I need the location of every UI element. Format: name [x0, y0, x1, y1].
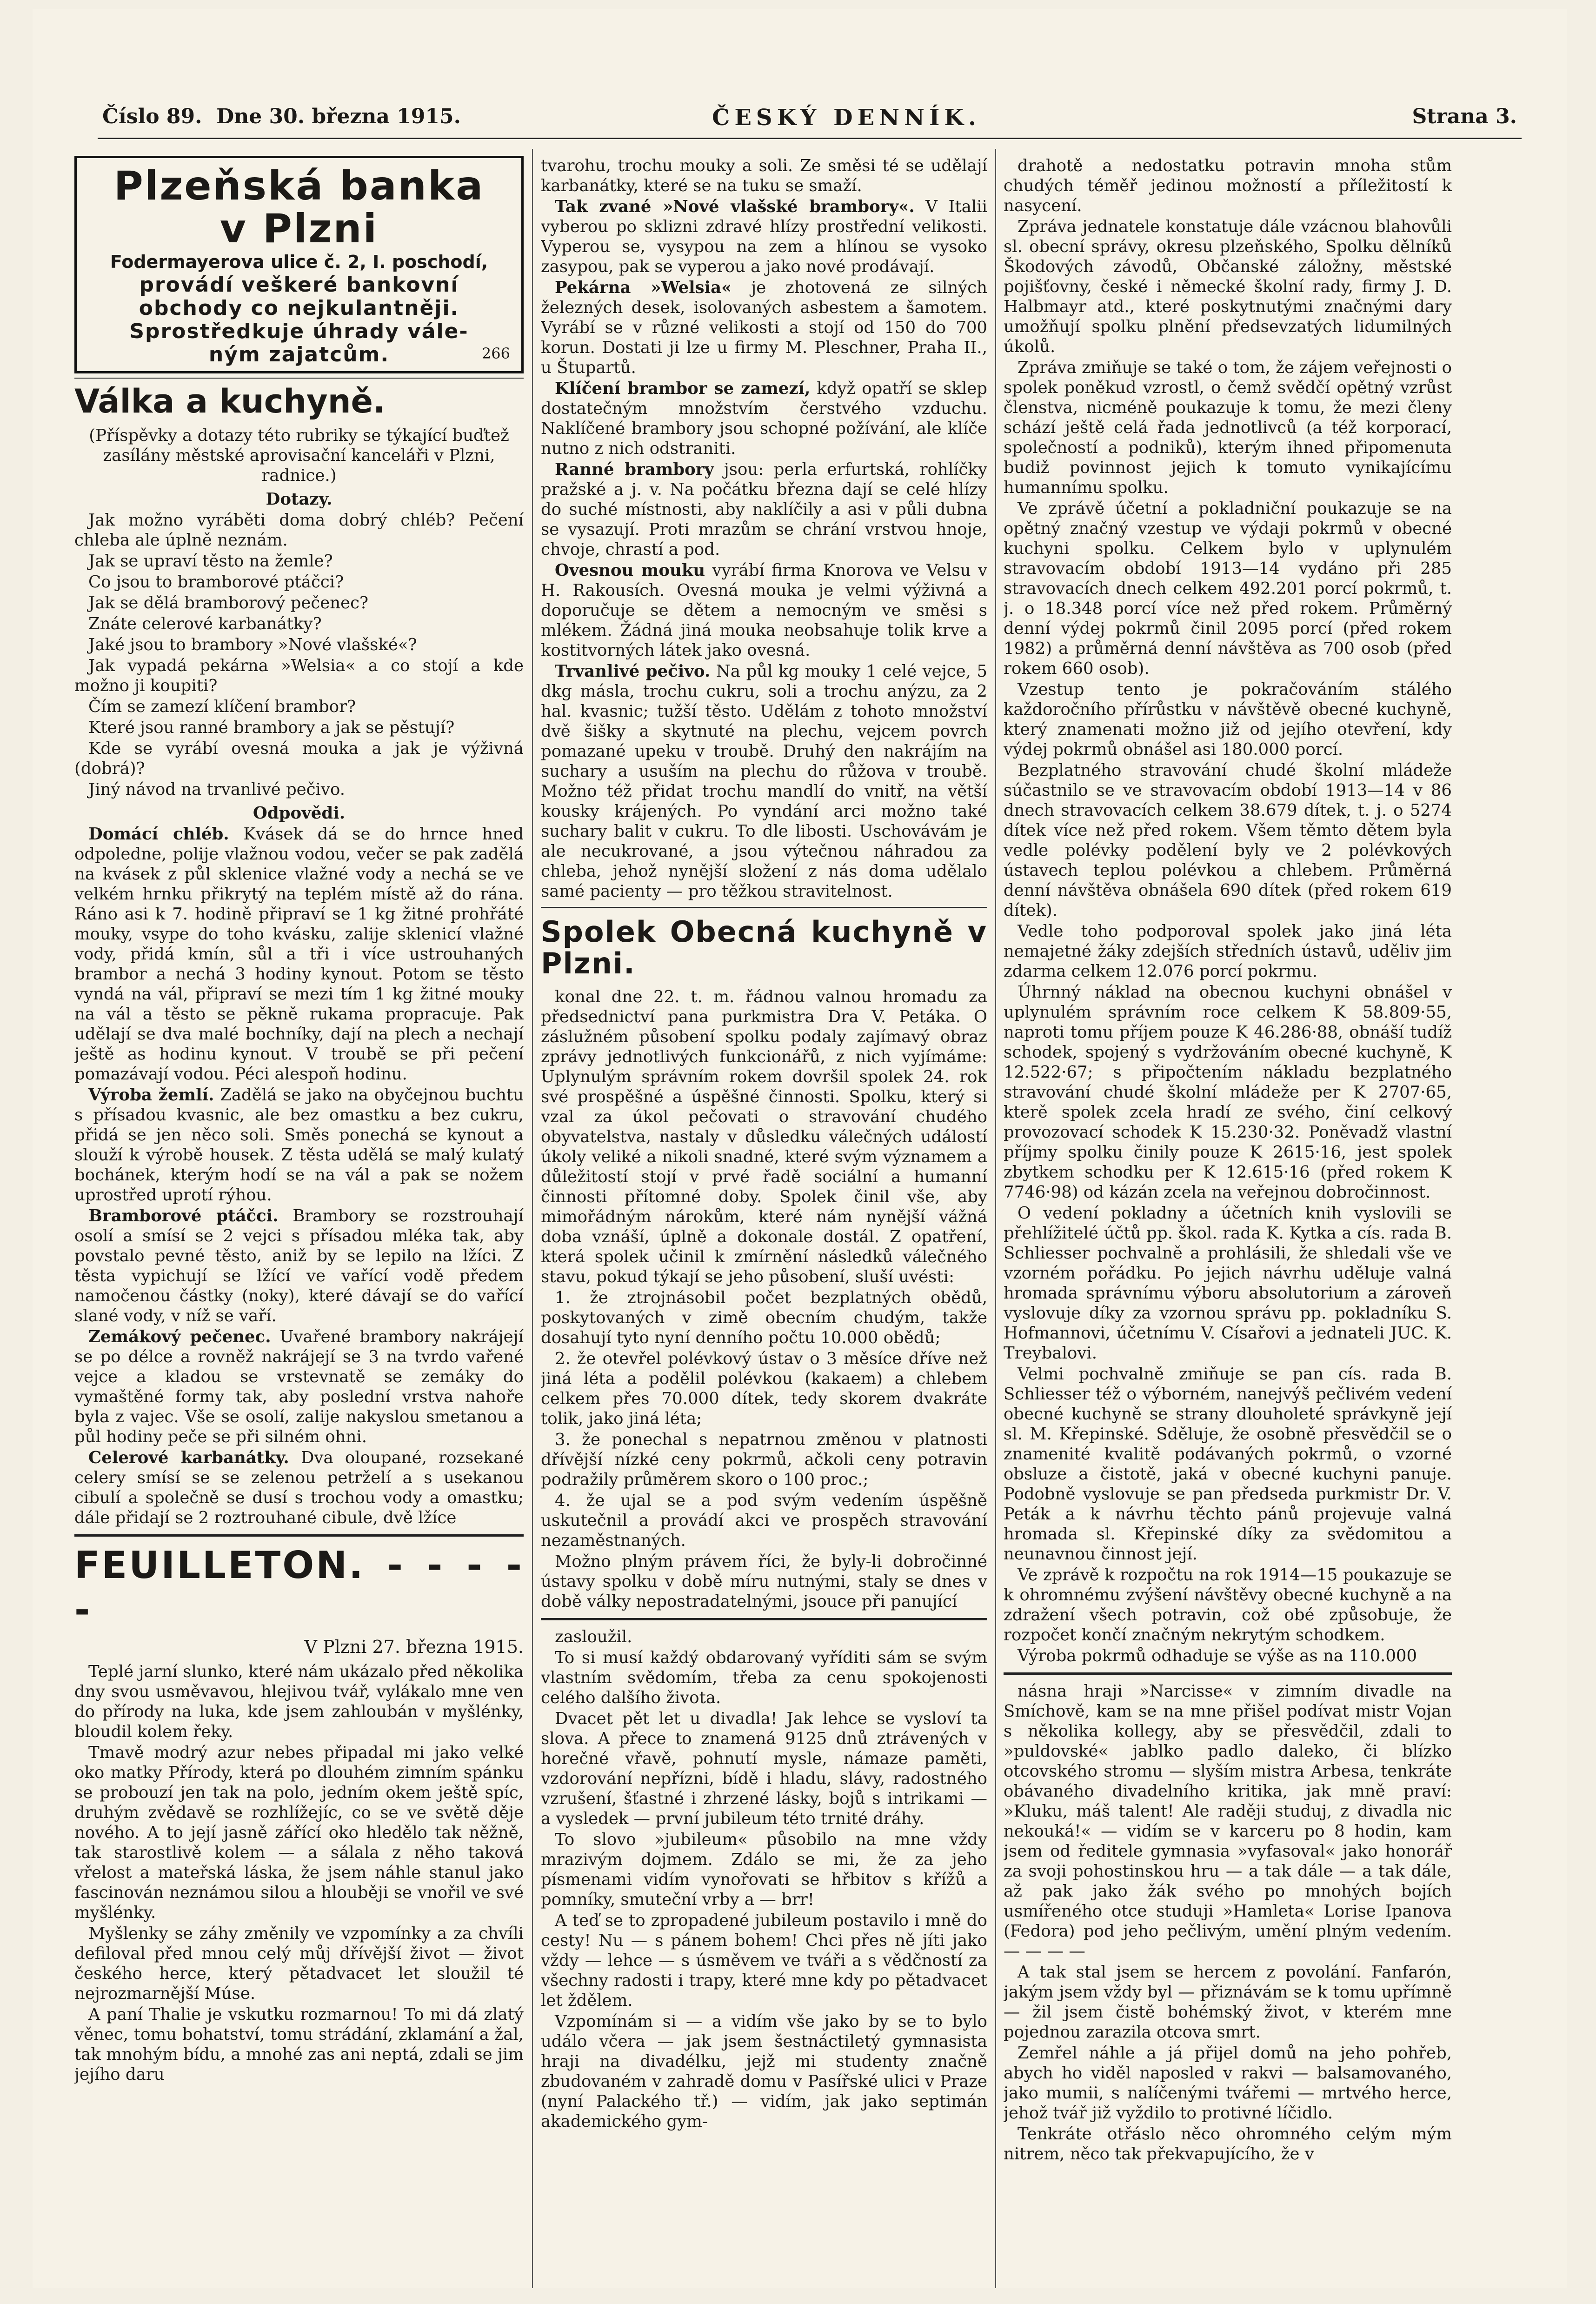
- column-1: [74, 156, 524, 2295]
- issue-date: [102, 105, 461, 137]
- column-2: [541, 156, 987, 2295]
- article-text: [1004, 156, 1452, 1666]
- feuilleton-paragraph: Tmavě modrý azur nebes připadal mi jako velké oko matky Přírody, která po dlouhém zimním spánku se probouzí jen tak na polo, jedním okem ještě spíc, druhým zvědavě se rozhlížejíc, co se ve světě děje nového. A to její jasně zářící oko hledělo tak něžně, tak starostlivě kolem — a sálala z něho taková vřelost a mateřská láska, že jsem náhle stanul jako fascinován neznámou silou a hlouběji se vnořil ve své myšlénky.: [74, 1743, 524, 1922]
- answer-heading: Výroba žemlí.: [88, 1085, 214, 1105]
- answer-text: Zadělá se jako na obyčejnou buchtu s přísadou kvasnic, ale bez omastku a bez cukru, přidá se jen něco soli. Směs ponechá se kynout a slouží k výrobě housek. Z těsta udělá se malý kulatý bochánek, kterým hodí se na vál a pak se nožem uprostřed uprotí rýhou.: [74, 1085, 524, 1205]
- recipe-answer: [74, 1448, 524, 1528]
- answer-heading: Ovesnou mouku: [555, 561, 705, 580]
- feuilleton-paragraph: To si musí každý obdarovaný vyříditi sám se svým vlastním svědomím, třeba za cenu spokojenosti celého dalšího života.: [541, 1648, 987, 1707]
- article-paragraph: Zpráva zmiňuje se také o tom, že zájem veřejnosti o spolek poněkud vzrostl, o čemž svědčí opětný vzrůst členstva, nicméně poukazuje k tomu, že mezi členy schází ještě celá řada jednotlivců (a též korporací, společností a podniků), kterým ihned připomenuta budiž povinnost jejich k tomuto vynikajícímu humannímu spolku.: [1004, 358, 1452, 497]
- question: Jak možno vyráběti doma dobrý chléb? Pečení chleba ale úplně neznám.: [74, 511, 524, 550]
- answer-heading: Trvanlivé pečivo.: [555, 662, 711, 681]
- question: Jak se dělá bramborový pečenec?: [88, 593, 369, 613]
- article-paragraph: O vedení pokladny a účetních knih vyslovili se přehlížitelé účtů pp. škol. rada K. Kytka a cís. rada B. Schliesser pochvalně a prohlásili, že shledali vše ve vzorném pořádku. Po jejich návrhu uděluje valná hromada správnímu výboru absolutorium a zároveň vyslovuje díky za vzornou správu pp. pokladníku S. Hofmannovi, účetnímu V. Císařovi a jednateli JUC. K. Treybalovi.: [1004, 1204, 1452, 1363]
- article-text: [541, 987, 987, 1611]
- feuilleton-text: [74, 1662, 524, 2084]
- answers-list: [74, 824, 524, 1528]
- answer-text: Kvásek dá se do hrnce hned odpoledne, polije vlažnou vodou, večer se pak zadělá na kvásek z půl sklenice vlažné vody a nechá se ve velkém hrnku přikrytý na teplém místě až do rána. Ráno asi k 7. hodině připraví se 1 kg žitné prohřáté mouky, vsype do toho kvásku, zalije sklenicí vlažné vody, přidá kmín, sůl a tři i více ustrouhaných brambor a nechá 3 hodiny kynout. Potom se těsto vyndá na vál, připraví se mezi tím 1 kg žitné mouky na vál a těsto se pěkně rukama propracuje. Pak udělají se dva malé bochníky, dají na plech a nechají ještě as hodinu kynout. V troubě se při pečení pomazávají vodou. Péci alespoň hodinu.: [74, 825, 524, 1084]
- issue-number: Číslo 89.: [102, 105, 202, 128]
- question: Co jsou to bramborové ptáčci?: [88, 573, 344, 592]
- article-paragraph: Vedle toho podporoval spolek jako jiná léta nemajetné žáky zdejších středních ústavů, uděliv jim zdarma celkem 12.076 porcí pokrmu.: [1004, 922, 1452, 981]
- question: Jaké jsou to brambory »Nové vlašské«?: [88, 635, 417, 654]
- article-paragraph: Výroba pokrmů odhaduje se výše as na 110.000: [1017, 1646, 1417, 1665]
- answer-text: vyrábí firma Knorova ve Velsu v H. Rakousích. Ovesná mouka je velmi výživná a doporučuje se dětem a nemocným ve směsi s mlékem. Žádná jiná mouka neobsahuje tolik krve a kostitvorných látek jako ovesná.: [541, 561, 987, 660]
- answer-text: když opatří se sklep dostatečným množstvím čerstvého vzduchu. Naklíčené brambory jsou schopné požívání, ale klíče nutno z nich odstraniti.: [541, 379, 987, 458]
- recipe-answer: [541, 197, 987, 277]
- recipe-answer: [541, 560, 987, 660]
- feuilleton-paragraph: násna hraji »Narcisse« v zimním divadle na Smíchově, kam se na mne přišel podívat mistr Vojan s několika kollegy, aby se přesvědčil, zdali to »puldovské« jablko padlo daleko, či blízko otcovského stromu — slyším mistra Arbesa, tenkráte obávaného divadelního kritika, jak mně praví: »Kluku, máš talent! Ale raději studuj, z divadla nic nekouká!« — vidím se v karceru po 8 hodin, kam jsem od ředitele gymnasia »vyfasoval« jako honorář za svoji pohostinskou hru — a tak dále — a tak dále, až pak jako žák svého po mnohých bojích usmířeného otce studuji »Hamleta« Lorise Ipanova (Fedora) pod jeho pečlivým, umění plným vedením. — — — —: [1004, 1682, 1452, 1961]
- article-paragraph: Zpráva jednatele konstatuje dále vzácnou blahovůli sl. obecní správy, okresu plzeňského, Spolku dělníků Škodových závodů, Občanské záložny, městské pojišťovny, české i německé školní rady, firmy J. D. Halbmayr atd., které poskytnutými značnými dary umožňují spolku plnění předsevzatých lidumilných úkolů.: [1004, 217, 1452, 356]
- answers-heading: Odpovědi.: [253, 804, 346, 823]
- article-paragraph: konal dne 22. t. m. řádnou valnou hromadu za předsednictví pana purkmistra Dra V. Petáka. O záslužném působení spolku podaly zajímavý obraz zprávy jednotlivých funkcionářů, z nich vyjímáme: Uplynulým správním rokem dovršil spolek 24. rok své prospěšné a úspěšné činnosti. Spolku, který si vzal za úkol pečovati o stravování chudého obyvatelstva, nastaly v důsledku válečných událostí úkoly veliké a nikoli snadné, které svým významem a důležitostí stojí v prvé řadě sociální a humanní činnosti přítomné doby. Spolek činil vše, aby mimořádným nárokům, které nám nynější vážná doba vznáší, úplně a dokonale dostál. Z opatření, která spolek učinil k zmírnění následků válečného stavu, pokud týkají se jeho působení, sluší uvésti:: [541, 987, 987, 1286]
- answer-heading: Zemákový pečenec.: [88, 1327, 271, 1346]
- advert-line: provádí veškeré bankovní: [139, 273, 459, 297]
- section-rule: [541, 1618, 987, 1620]
- recipe-answer: [74, 1206, 524, 1326]
- advert-address: Fodermayerova ulice č. 2, I. poschodí,: [110, 252, 488, 272]
- feuilleton-text: [1004, 1681, 1452, 2164]
- answer-text: je zhotovená ze silných železných desek, isolovaných asbestem a šamotem. Vyrábí se v různé velikosti a stojí od 150 do 700 korun. Dostati ji lze u firmy M. Pleschner, Praha II., u Štupartů.: [541, 278, 987, 377]
- section-rule: [74, 1534, 524, 1537]
- answer-heading: Klíčení brambor se zamezí,: [555, 379, 811, 398]
- answer-text: jsou: perla erfurtská, rohlíčky pražské a j. v. Na počátku března dají se celé hlízy do suché místnosti, aby naklíčily a asi v půli dubna se vysazují. Proti mrazům se chrání vrstvou hnoje, chvoje, chrastí a pod.: [541, 460, 987, 559]
- column-3: [1004, 156, 1452, 2295]
- feuilleton-paragraph: Vzpomínám si — a vidím vše jako by se to bylo událo včera — jak jsem šestnáctiletý gymnasista hraji na divadélku, jejž mi studenty značně zbudovaném v zahradě domu v Pasířské ulici v Praze (nyní Palackého tř.) — vidím, jak jako septimán akademického gym-: [541, 2012, 987, 2131]
- question: Které jsou ranné brambory a jak se pěstují?: [88, 718, 455, 737]
- section-title: Válka a kuchyně.: [74, 382, 386, 420]
- issue-date-text: Dne 30. března 1915.: [216, 105, 461, 128]
- feuilleton-dateline: V Plzni 27. března 1915.: [304, 1637, 524, 1657]
- recipe-answer: [541, 661, 987, 901]
- feuilleton-paragraph: Dvacet pět let u divadla! Jak lehce se vysloví ta slova. A přece to znamená 9125 dnů ztrávených v horečné vřavě, pohnutí mysle, námaze paměti, vzdorování nepřízni, bídě i hladu, slávy, radostného vzrušení, šťastné i zhrzené lásky, bojů s intrikami — a vysledek — první jubileum této trnité dráhy.: [541, 1709, 987, 1828]
- answer-heading: Celerové karbanátky.: [88, 1448, 289, 1467]
- answer-text: Dva oloupané, rozsekané celery smísí se se zelenou petrželí a s usekanou cibulí a společně se dusí s trochou vody a omastku; dále přidají se 2 roztrouhané cibule, dvě lžíce: [74, 1448, 524, 1527]
- article-paragraph: 2. že otevřel polévkový ústav o 3 měsíce dříve než jiná léta a podělil polévkou (kakaem) a chlebem celkem přes 70.000 dítek, tedy skorem dvakráte tolik, jako jiná léta;: [541, 1349, 987, 1428]
- masthead-title: ČESKÝ DENNÍK.: [712, 105, 981, 131]
- column-divider: [532, 149, 533, 2288]
- bank-advert: [74, 156, 524, 373]
- answer-heading: Pekárna »Welsia«: [555, 278, 732, 297]
- question: Čím se zamezí klíčení brambor?: [88, 697, 356, 716]
- feuilleton-paragraph: zasloužil.: [555, 1627, 632, 1646]
- article-title: Spolek Obecná kuchyně v Plzni.: [541, 915, 987, 980]
- advert-title: Plzeňská banka: [113, 163, 485, 209]
- feuilleton-text: [541, 1627, 987, 2131]
- section-rule: [541, 907, 987, 908]
- recipe-answer: [74, 824, 524, 1084]
- feuilleton-paragraph: A tak stal jsem se hercem z povolání. Fanfarón, jakým jsem vždy byl — přiznávám se k tomu upřímně — žil jsem čistě bohémský život, v kterém mne pojednou zarazila otcova smrt.: [1004, 1963, 1452, 2042]
- page-number: Strana 3.: [1412, 105, 1517, 128]
- article-paragraph: Ve zprávě účetní a pokladniční poukazuje se na opětný značný vzestup ve výdaji pokrmů v obecné kuchyni spolku. Celkem bylo v uplynulém stravovacím období 1913—14 vydáno při 285 stravovacích dnech celkem 492.201 porcí pokrmů, t. j. o 18.348 porcí více než před rokem. Průměrný denní výdej pokrmů činil 2095 porcí (před rokem 1982) a průměrná denní návštěva as 700 osob (před rokem 660 osob).: [1004, 499, 1452, 678]
- feuilleton-paragraph: Myšlenky se záhy změnily ve vzpomínky a za chvíli defiloval před mnou celý můj dřívější život — život českého herce, který pětadvacet let sloužil té nejrozmarnější Múse.: [74, 1924, 524, 2003]
- recipe-answer: [541, 278, 987, 378]
- article-paragraph: Velmi pochvalně zmiňuje se pan cís. rada B. Schliesser též o výborném, nanejvýš pečlivém vedení obecné kuchyně se strany dlouholeté správkyně její sl. M. Křepinské. Sděluje, že osobně přesvědčil se o znamenité kvalitě podávaných pokrmů, o vzorné obsluze a čistotě, jaká v obecné kuchyni panuje. Podobně vyslovuje se pan předseda purkmistr Dr. V. Peták a k návrhu těchto pánů projevuje valná hromada sl. Křepinské díky za svědomitou a neunavnou činnost její.: [1004, 1365, 1452, 1564]
- answer-heading: Bramborové ptáčci.: [88, 1206, 279, 1225]
- answer-text: Uvařené brambory nakrájejí se po délce a rovněž nakrájejí se 3 na tvrdo vařené vejce a kladou se vrstevnatě se zemáky do vymaštěné formy tak, aby poslední vrstva nahoře byla z vajec. Vše se osolí, zalije nakyslou smetanou a půl hodiny peče se při silném ohni.: [74, 1327, 524, 1446]
- feuilleton-paragraph: Tenkráte otřáslo něco ohromného celým mým nitrem, něco tak překvapujícího, že v: [1004, 2124, 1452, 2164]
- column-divider: [995, 149, 996, 2288]
- questions-list: [74, 510, 524, 799]
- answers-continued: [541, 197, 987, 901]
- question: Znáte celerové karbanátky?: [88, 614, 322, 633]
- recipe-answer: [74, 1327, 524, 1447]
- advert-line: obchody co nejkulantněji.: [139, 296, 459, 320]
- advert-number: 266: [481, 345, 510, 362]
- answer-heading: Domácí chléb.: [88, 825, 229, 844]
- question: Kde se vyrábí ovesná mouka a jak je výživná (dobrá)?: [74, 739, 524, 778]
- answer-heading: Tak zvané »Nové vlašské brambory«.: [555, 197, 915, 216]
- feuilleton-paragraph: To slovo »jubileum« působilo na mne vždy mrazivým dojmem. Zdálo se mi, že za jeho písmenami vidím vynořovati se hřbitov s křížů a pomníky, smuteční vrby a — brr!: [541, 1830, 987, 1909]
- answer-text: V Italii vyberou po sklizni zdravé hlízy prostřední velikosti. Vyperou se, vysypou na zem a hlínou se vysoko zasypou, pak se vyperou a jako nové prodávají.: [541, 197, 987, 276]
- advert-line: ným zajatcům.: [208, 343, 390, 366]
- article-paragraph: Bezplatného stravování chudé školní mládeže súčastnilo se ve stravovacím období 1913—14 v 86 dnech stravovacích celkem 38.679 dítek, t. j. o 5274 dítek více než před rokem. Všem těmto dětem byla vedle polévky podělení byly ve 2 polévkových ústavech teplou polévkou a chlebem. Průměrná denní návštěva obnášela 690 dítek (před rokem 619 dítek).: [1004, 761, 1452, 920]
- feuilleton-paragraph: Zemřel náhle a já přijel domů na jeho pohřeb, abych ho viděl naposled v rakvi — balsamovaného, jako mumii, s nalíčenými tvářemi — mrtvého herce, jehož tvář již vyždilo to protivné líčidlo.: [1004, 2044, 1452, 2123]
- questions-heading: Dotazy.: [266, 490, 332, 509]
- feuilleton-paragraph: A paní Thalie je vskutku rozmarnou! To mi dá zlatý věnec, tomu bohatství, tomu strádání, zklamání a žal, tak mnohým bídu, a mnohé zas ani neptá, zdali se jim jejího daru: [74, 2005, 524, 2084]
- recipe-answer: [541, 379, 987, 459]
- article-paragraph: Úhrnný náklad na obecnou kuchyni obnášel v uplynulém správním roce celkem K 58.809·55, naproti tomu příjem pouze K 46.286·88, obnáší tudíž schodek, spojený s vydržováním obecné kuchyně, K 12.522·67; s připočtením nákladu bezplatného stravování chudé školní mládeže per K 2707·65, kterě spolek zcela hradí ze svého, činí celkový provozovací schodek K 15.230·32. Poněvadž vlastní příjmy spolku činily pouze K 2615·16, jest spolek zbytkem schodku per K 12.615·16 (před rokem K 7746·98) od kázán zcela na veřejnou dobročinnost.: [1004, 983, 1452, 1202]
- answer-text: Brambory se rozstrouhají osolí a smísí se 2 vejci s přísadou mléka tak, aby povstalo pevné těsto, aniž by se lepilo na lžíci. Z těsta vypichují se lžící ve vařící vodě předem namočenou částky (noky), které dávají se do vařící slané vody, v níž se vaří.: [74, 1206, 524, 1325]
- question: Jak se upraví těsto na žemle?: [88, 552, 333, 571]
- header-rule: [98, 138, 1522, 139]
- recipe-answer: [74, 1085, 524, 1205]
- article-paragraph: Možno plným právem říci, že byly-li dobročinné ústavy spolku v době míru nutnými, staly se dnes v době války nepostradatelnými, jsouce při panující: [541, 1552, 987, 1611]
- article-paragraph: 1. že ztrojnásobil počet bezplatných obědů, poskytovaných v zimě obecním chudým, takže dosahují tyto nyní denního počtu 10.000 obědů;: [541, 1288, 987, 1347]
- advert-subtitle: v Plzni: [219, 206, 379, 252]
- answer-text: Na půl kg mouky 1 celé vejce, 5 dkg másla, trochu cukru, soli a trochu anýzu, za 2 hal. kvasnic; tužší těsto. Udělám z tohoto množství dvě šišky a skytnuté na plechu, vejcem povrch pomazané upeku v troubě. Druhý den nakrájím na suchary a usuším na plechu do růžova v troubě. Možno též přidat trochu mandlí do vnitř, na větší kousky krájených. Po vyndání arci možno také suchary balit v cukru. To dle libosti. Uschovávám je ale necukrované, a jsou výtečnou náhradou za chleba, jehož nynější složení z nás doma udělalo samé pacienty — pro těžkou stravitelnost.: [541, 662, 987, 901]
- continuation-text: tvarohu, trochu mouky a soli. Ze směsi té se udělají karbanátky, které se na tuku se smaží.: [541, 156, 987, 195]
- article-paragraph: Vzestup tento je pokračováním stálého každoročního přírůstku v návštěvě obecné kuchyně, který znamenati možno již od jejího otevření, kdy výdej pokrmů obnášel asi 180.000 porcí.: [1004, 680, 1452, 759]
- article-paragraph: 4. že ujal se a pod svým vedením úspěšně uskutečnil a provádí akci ve prospěch stravování nezaměstnaných.: [541, 1491, 987, 1550]
- article-paragraph: 3. že ponechal s nepatrnou změnou v platnosti dřívější nízké ceny pokrmů, ačkoli ceny potravin podražily průměrem skoro o 100 proc.;: [541, 1430, 987, 1489]
- feuilleton-paragraph: Teplé jarní slunko, které nám ukázalo před několika dny svou usměvavou, hlejivou tvář, vylákalo mne ven do přírody na luka, kde jsem zahloubán v myšlénky, bloudil kolem řeky.: [74, 1662, 524, 1741]
- answer-heading: Ranné brambory: [555, 460, 714, 479]
- recipe-answer: [541, 459, 987, 559]
- section-rule: [1004, 1672, 1452, 1675]
- question: Jiný návod na trvanlivé pečivo.: [88, 780, 346, 799]
- feuilleton-paragraph: A teď se to zpropadené jubileum postavilo i mně do cesty! Nu — s pánem bohem! Chci přes ně jíti jako vždy — lehce — s úsměvem ve tváři a s vědčností za všechny radosti i trapy, které mne kdy po pětadvacet let ždělem.: [541, 1911, 987, 2010]
- article-paragraph: drahotě a nedostatku potravin mnoha stům chudých téměř jedinou možností a příležitostí k nasycení.: [1004, 156, 1452, 215]
- question: Jak vypadá pekárna »Welsia« a co stojí a kde možno ji koupiti?: [74, 656, 524, 695]
- feuilleton-title: FEUILLETON. - - - - -: [74, 1544, 524, 1631]
- advert-line: Sprostředkuje úhrady vále-: [129, 320, 469, 343]
- section-intro: (Příspěvky a dotazy této rubriky se týkající buďtež zasílány městské aprovisační kanceláři v Plzni, radnice.): [89, 426, 509, 485]
- article-paragraph: Ve zprávě k rozpočtu na rok 1914—15 poukazuje se k ohromnému zvýšení návštěvy obecné kuchyně a na zdražení všech potravin, což obé způsobuje, že rozpočet končí značným nekrytým schodkem.: [1004, 1565, 1452, 1645]
